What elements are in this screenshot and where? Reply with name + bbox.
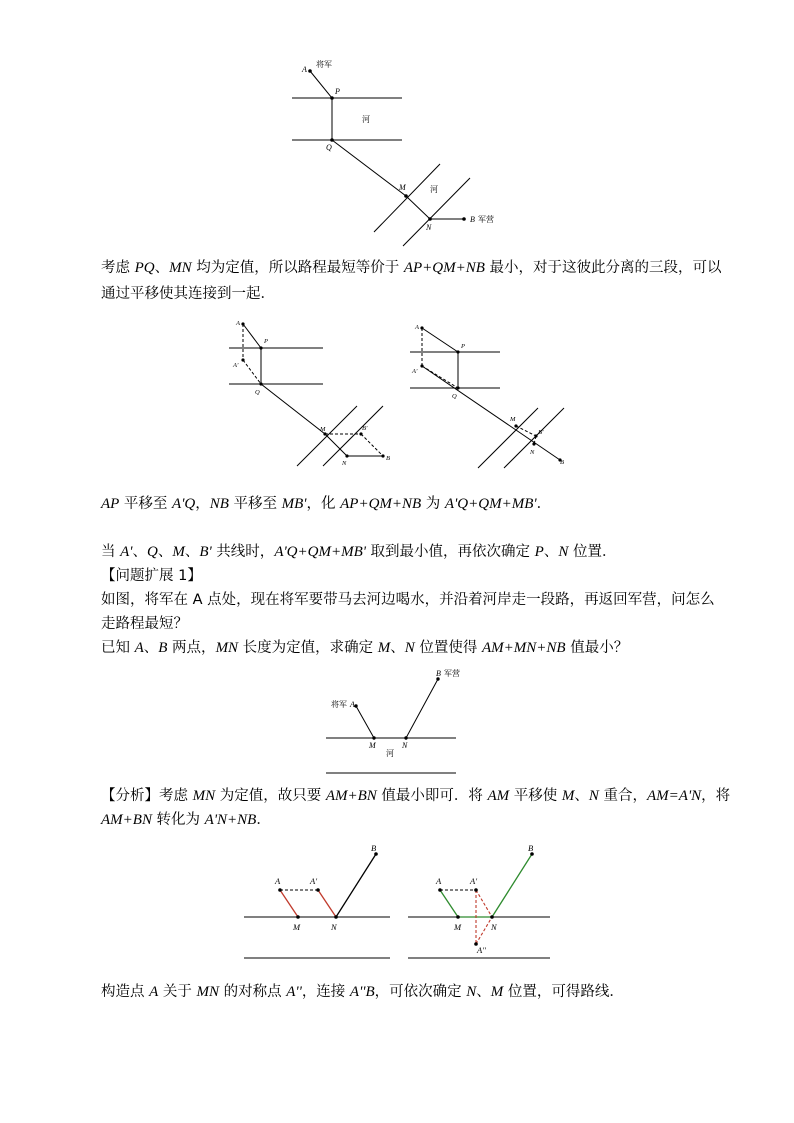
label-Q: Q	[452, 393, 457, 400]
section-heading: 【问题扩展 1】	[101, 568, 202, 584]
label-N: N	[342, 460, 347, 467]
label-A: A	[436, 876, 442, 886]
label-general: 将军	[316, 60, 332, 69]
label-A: A	[302, 65, 307, 74]
label-B-prime: B'	[362, 425, 368, 432]
paragraph-2: AP 平移至 A'Q，NB 平移至 MB'，化 AP+QM+NB 为 A'Q+QM+MB'．	[101, 496, 552, 512]
label-camp: 军营	[478, 215, 494, 224]
paragraph-7: 构造点 A 关于 MN 的对称点 A''，连接 A''B，可依次确定 N、M 位置，可得路线．	[101, 984, 624, 1000]
figure-general-river-crossing	[280, 52, 510, 252]
label-M: M	[320, 426, 326, 433]
label-A-prime: A'	[233, 362, 239, 369]
label-river-2: 河	[430, 185, 438, 194]
label-A-double-prime: A''	[477, 945, 486, 955]
paragraph-1: 考虑 PQ、MN 均为定值，所以路程最短等价于 AP+QM+NB 最小，对于这彼此分离的三段，可以	[101, 260, 722, 276]
figure-analysis-left	[240, 842, 392, 962]
label-A: A	[350, 700, 355, 709]
label-M: M	[293, 922, 301, 932]
label-general: 将军	[331, 700, 347, 709]
label-A-prime: A'	[412, 368, 418, 375]
label-B-prime: B'	[538, 429, 544, 436]
figure-translation-right	[406, 318, 576, 474]
label-B: B	[371, 843, 377, 853]
label-river-1: 河	[362, 115, 370, 124]
label-M: M	[369, 741, 376, 750]
label-B: B	[560, 459, 564, 466]
paragraph-4-cont: 走路程最短？	[101, 616, 188, 632]
figure-translation-left	[225, 316, 395, 472]
label-camp: 军营	[444, 669, 460, 678]
label-N: N	[402, 741, 408, 750]
label-N: N	[530, 449, 535, 456]
label-A: A	[275, 876, 281, 886]
paragraph-3: 当 A'、Q、M、B' 共线时，A'Q+QM+MB' 取到最小值，再依次确定 P、N 位置．	[101, 544, 617, 560]
label-N: N	[331, 922, 337, 932]
paragraph-4: 如图，将军在 A 点处，现在将军要带马去河边喝水，并沿着河岸走一段路，再返回军营，问怎么	[101, 592, 715, 608]
label-M: M	[454, 922, 462, 932]
label-P: P	[461, 343, 465, 350]
paragraph-5: 已知 A、B 两点，MN 长度为定值，求确定 M、N 位置使得 AM+MN+NB 值最小？	[101, 640, 629, 656]
label-Q: Q	[255, 389, 260, 396]
label-P: P	[264, 338, 268, 345]
paragraph-6-cont: AM+BN 转化为 A'N+NB．	[101, 812, 271, 828]
label-A-prime: A'	[310, 876, 318, 886]
label-Q: Q	[326, 143, 332, 152]
label-N: N	[426, 223, 432, 232]
label-B: B	[528, 843, 534, 853]
label-B: B	[436, 669, 441, 678]
paragraph-1-cont: 通过平移使其连接到一起．	[101, 286, 275, 302]
paragraph-6: 【分析】考虑 MN 为定值，故只要 AM+BN 值最小即可．将 AM 平移使 M、N 重合，AM=A'N，将	[101, 788, 731, 804]
label-B: B	[470, 215, 475, 224]
label-M: M	[510, 416, 516, 423]
label-N: N	[491, 922, 497, 932]
label-B: B	[386, 455, 390, 462]
label-P: P	[335, 87, 340, 96]
figure-analysis-right	[404, 842, 556, 962]
label-M: M	[399, 183, 406, 192]
label-A: A	[236, 320, 240, 327]
label-river: 河	[386, 749, 394, 758]
figure-drink-water	[322, 664, 472, 778]
label-A-prime: A'	[470, 876, 478, 886]
label-A: A	[415, 324, 419, 331]
